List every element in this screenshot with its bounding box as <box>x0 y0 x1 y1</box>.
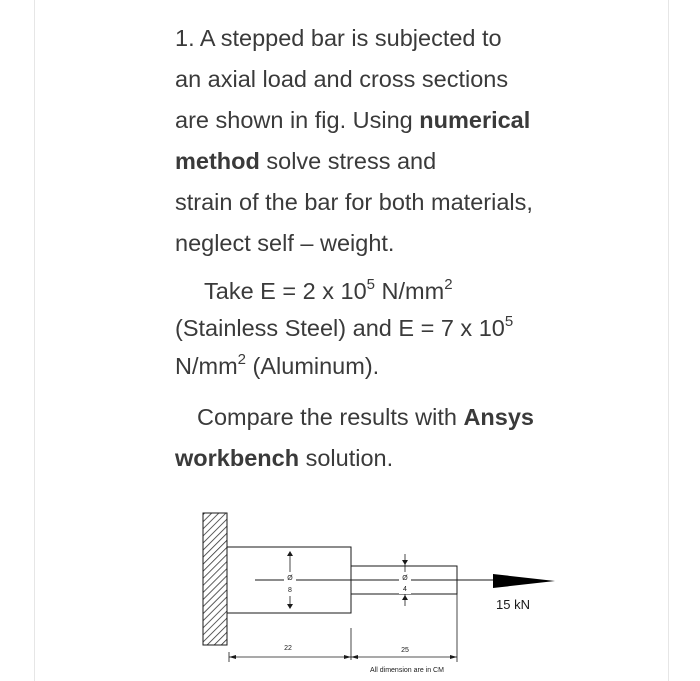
problem-line-3 <box>175 100 595 141</box>
ansys-bold: Ansys <box>463 404 534 430</box>
take-modulus-line <box>175 274 595 308</box>
aluminum-unit-exponent: 2 <box>237 351 246 368</box>
steel-line <box>175 308 595 349</box>
load-label: 15 kN <box>496 597 530 612</box>
problem-line-4-text: solve stress and <box>259 148 437 174</box>
problem-statement <box>175 18 595 479</box>
left-page-margin <box>0 0 35 681</box>
small-diameter-symbol: Ø <box>402 575 408 582</box>
dimension-note: All dimension are in CM <box>370 667 444 674</box>
small-diameter-arrow-top <box>402 560 408 565</box>
fixed-wall-hatch <box>203 513 227 645</box>
numerical-bold: numerical <box>419 107 531 133</box>
right-page-margin <box>668 0 700 681</box>
take-unit: N/mm <box>375 278 445 304</box>
large-diameter-symbol: Ø <box>287 575 293 582</box>
length-arrow-step-right <box>351 655 358 659</box>
problem-line-3-text: are shown in fig. Using <box>175 107 420 133</box>
aluminum-unit: N/mm <box>175 353 238 379</box>
load-arrow <box>493 574 555 588</box>
take-unit-exponent: 2 <box>444 276 453 293</box>
small-diameter-arrow-bottom <box>402 595 408 600</box>
compare-line-1 <box>175 397 595 438</box>
steel-text: (Stainless Steel) and E = 7 x 10 <box>175 315 505 341</box>
compare-text-end: solution. <box>299 445 394 471</box>
steel-exponent: 5 <box>504 313 514 330</box>
compare-text: Compare the results with <box>197 404 464 430</box>
aluminum-line <box>175 349 595 383</box>
compare-line-2 <box>175 438 595 479</box>
workbench-bold: workbench <box>175 445 300 471</box>
length-arrow-right <box>450 655 457 659</box>
problem-line-1: 1. A stepped bar is subjected to <box>175 25 502 51</box>
take-modulus-text: Take E = 2 x 10 <box>204 278 367 304</box>
problem-line-6: neglect self – weight. <box>175 230 395 256</box>
large-diameter-value: 8 <box>288 587 292 594</box>
aluminum-text: (Aluminum). <box>246 353 380 379</box>
length-small-label: 25 <box>401 647 409 654</box>
problem-line-2: an axial load and cross sections <box>175 66 509 92</box>
stepped-bar-figure <box>195 508 575 678</box>
method-bold: method <box>175 148 260 174</box>
take-exponent: 5 <box>366 276 375 293</box>
spacer <box>175 264 595 274</box>
spacer <box>175 383 595 397</box>
problem-line-4 <box>175 141 595 182</box>
length-arrow-step-left <box>344 655 351 659</box>
problem-line-5: strain of the bar for both materials, <box>175 189 533 215</box>
length-arrow-left <box>229 655 236 659</box>
small-diameter-value: 4 <box>403 586 407 593</box>
length-large-label: 22 <box>284 645 292 652</box>
